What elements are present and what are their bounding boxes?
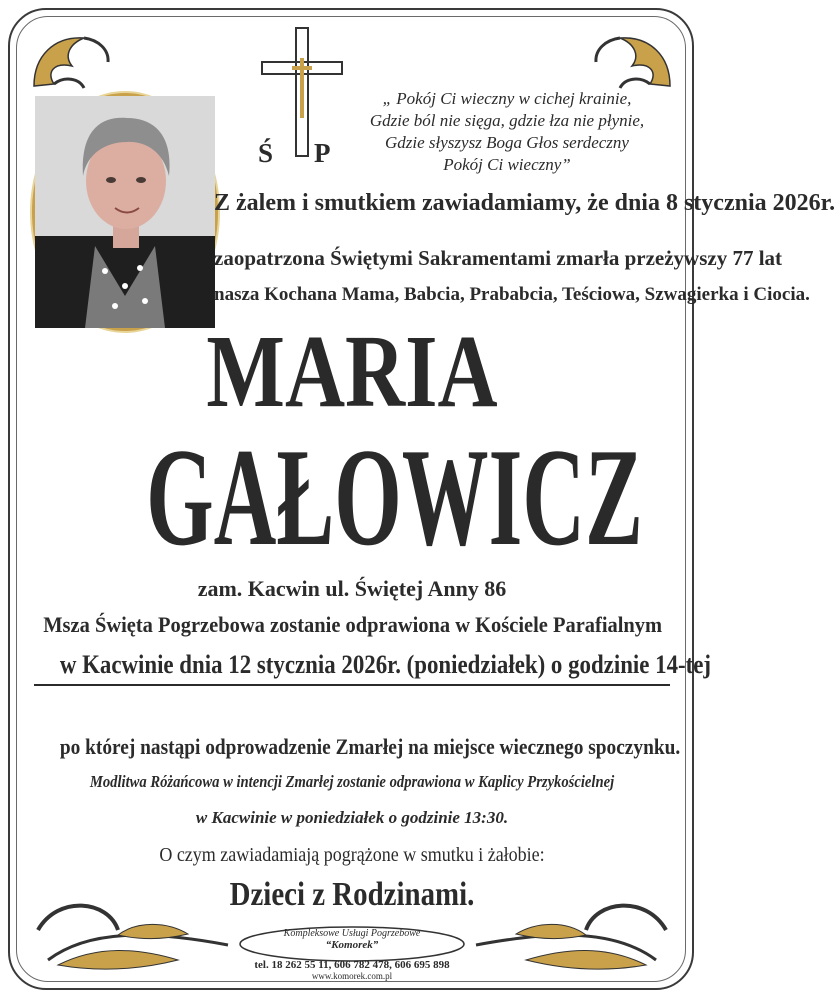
portrait-photo <box>32 93 218 331</box>
top-right-ornament-icon <box>590 26 680 96</box>
first-name: MARIA <box>206 314 498 429</box>
rosary-line-2: w Kacwinie w poniedziałek o godzinie 13:30. <box>195 808 509 827</box>
top-left-ornament-icon <box>24 26 114 96</box>
verse-line: Gdzie słyszysz Boga Głos serdeczny <box>385 133 629 152</box>
intro-line-3: nasza Kochana Mama, Babcia, Prababcia, Teściowa, Szwagierka i Ciocia. <box>214 284 810 305</box>
underline-divider <box>34 684 670 686</box>
verse-line: Pokój Ci wieczny” <box>443 155 571 174</box>
rosary-line-1: Modlitwa Różańcowa w intencji Zmarłej zostanie odprawiona w Kaplicy Przykościelnej <box>89 772 615 791</box>
last-name: GAŁOWICZ <box>146 420 643 575</box>
signature: Dzieci z Rodzinami. <box>229 876 475 913</box>
verse-line: Gdzie ból nie sięga, gdzie łza nie płynie, <box>369 111 645 130</box>
funeral-home-info <box>236 918 468 981</box>
mass-line-2: w Kacwinie dnia 12 stycznia 2026r. (poniedziałek) o godzinie 14-tej <box>59 650 712 679</box>
company-tagline: Kompleksowe Usługi Pogrzebowe <box>283 928 421 939</box>
cross-letter-right: P <box>314 138 331 168</box>
company-name: “Komorek” <box>325 939 379 951</box>
intro-line-2: zaopatrzona Świętymi Sakramentami zmarła przeżywszy 77 lat <box>214 246 783 270</box>
verse <box>332 88 682 176</box>
notice-line: O czym zawiadamiają pogrążone w smutku i żałobie: <box>159 844 545 866</box>
company-phone: tel. 18 262 55 11, 606 782 478, 606 695 898 <box>254 959 450 971</box>
address: zam. Kacwin ul. Świętej Anny 86 <box>197 576 507 601</box>
mass-line-1: Msza Święta Pogrzebowa zostanie odprawiona w Kościele Parafialnym <box>43 612 663 637</box>
company-website: www.komorek.com.pl <box>311 971 393 981</box>
intro-line-1: Z żalem i smutkiem zawiadamiamy, że dnia 8 stycznia 2026r. <box>214 190 835 216</box>
cross-letter-left: Ś <box>258 138 274 168</box>
verse-line: „ Pokój Ci wieczny w cichej krainie, <box>382 89 632 108</box>
mass-line-3: po której nastąpi odprowadzenie Zmarłej na miejsce wiecznego spoczynku. <box>59 734 681 759</box>
